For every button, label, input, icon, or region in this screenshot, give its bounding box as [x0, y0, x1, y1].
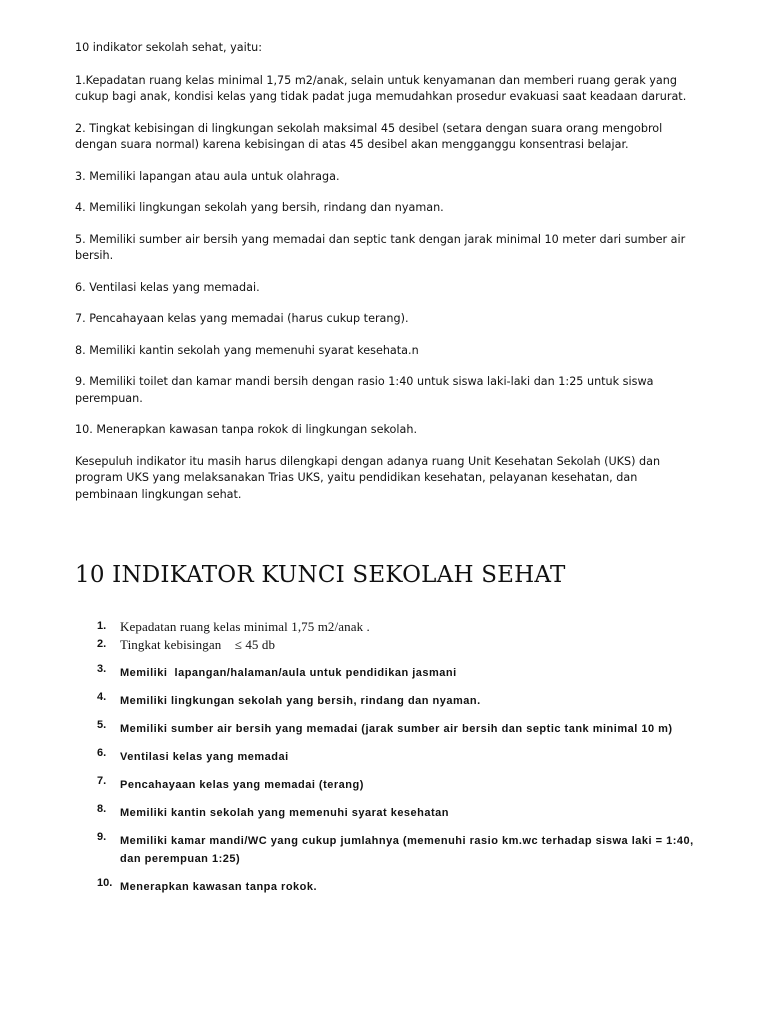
indicator-paragraph: 7. Pencahayaan kelas yang memadai (harus cukup terang).	[75, 312, 409, 325]
list-item-text: Memiliki lingkungan sekolah yang bersih, rindang dan nyaman.	[120, 695, 481, 707]
indicator-paragraph: 6. Ventilasi kelas yang memadai.	[75, 280, 260, 294]
indicator-paragraph: 10. Menerapkan kawasan tanpa rokok di lingkungan sekolah.	[75, 423, 418, 436]
list-item	[97, 691, 697, 709]
list-item-number: 3.	[97, 663, 107, 675]
list-item-number: 7.	[97, 775, 107, 787]
list-item-text: Memiliki lapangan/halaman/aula untuk pendidikan jasmani	[120, 667, 457, 679]
list-item-number: 5.	[97, 719, 107, 731]
intro-line: 10 indikator sekolah sehat, yaitu:	[75, 41, 262, 54]
list-item	[97, 877, 697, 895]
list-item	[97, 663, 697, 681]
indicator-paragraph: 8. Memiliki kantin sekolah yang memenuhi syarat kesehata.n	[75, 343, 419, 357]
indicator-paragraph: 1.Kepadatan ruang kelas minimal 1,75 m2/anak, selain untuk kenyamanan dan memberi ruang gerak yang cukup bagi anak, kondisi kelas yang tidak padat juga memudahkan prosedur evakuasi saat keadaan darurat.	[75, 73, 687, 103]
list-item-number: 2.	[97, 638, 107, 650]
list-item	[97, 775, 697, 793]
indicator-paragraph: 5. Memiliki sumber air bersih yang memadai dan septic tank dengan jarak minimal 10 meter dari sumber air bersih.	[75, 232, 686, 262]
indicator-paragraph: 9. Memiliki toilet dan kamar mandi bersih dengan rasio 1:40 untuk siswa laki-laki dan 1:25 untuk siswa perempuan.	[75, 375, 654, 405]
list-item-text: Memiliki sumber air bersih yang memadai (jarak sumber air bersih dan septic tank minimal 10 m)	[120, 723, 673, 735]
list-item-number: 8.	[97, 803, 107, 815]
list-item	[97, 719, 697, 737]
list-item	[97, 803, 697, 821]
list-item-text: Pencahayaan kelas yang memadai (terang)	[120, 779, 364, 791]
list-item-text: Memiliki kamar mandi/WC yang cukup jumlahnya (memenuhi rasio km.wc terhadap siswa laki = 1:40, dan perempuan 1:25)	[120, 835, 694, 865]
list-item-number: 4.	[97, 691, 107, 703]
key-indicators-list	[97, 618, 697, 905]
list-item-text: Kepadatan ruang kelas minimal 1,75 m2/anak .	[120, 619, 370, 634]
list-item-text: Ventilasi kelas yang memadai	[120, 751, 289, 763]
list-item-text: Memiliki kantin sekolah yang memenuhi syarat kesehatan	[120, 807, 450, 819]
list-item	[97, 747, 697, 765]
list-item-text: Menerapkan kawasan tanpa rokok.	[120, 881, 318, 893]
indicator-paragraph: 3. Memiliki lapangan atau aula untuk olahraga.	[75, 169, 340, 183]
list-item-number: 10.	[97, 877, 113, 889]
list-item-text: Tingkat kebisingan ≤ 45 db	[120, 637, 276, 652]
list-item-number: 6.	[97, 747, 107, 759]
list-item	[97, 831, 697, 867]
list-item-number: 1.	[97, 620, 107, 632]
indicator-text-section	[75, 40, 695, 518]
key-indicators-heading: 10 INDIKATOR KUNCI SEKOLAH SEHAT	[75, 562, 566, 588]
list-item	[97, 636, 697, 654]
indicator-paragraph: 2. Tingkat kebisingan di lingkungan sekolah maksimal 45 desibel (setara dengan suara orang mengobrol dengan suara normal) karena kebisingan di atas 45 desibel akan mengganggu konsentrasi belajar.	[75, 121, 663, 151]
indicator-paragraph: 4. Memiliki lingkungan sekolah yang bersih, rindang dan nyaman.	[75, 201, 444, 214]
list-item-number: 9.	[97, 831, 107, 843]
closing-paragraph: Kesepuluh indikator itu masih harus dilengkapi dengan adanya ruang Unit Kesehatan Sekolah (UKS) dan program UKS yang melaksanakan Trias UKS, yaitu pendidikan kesehatan, pelayanan kesehatan, dan pembinaan lingkungan sehat.	[75, 454, 661, 501]
list-item	[97, 618, 697, 636]
